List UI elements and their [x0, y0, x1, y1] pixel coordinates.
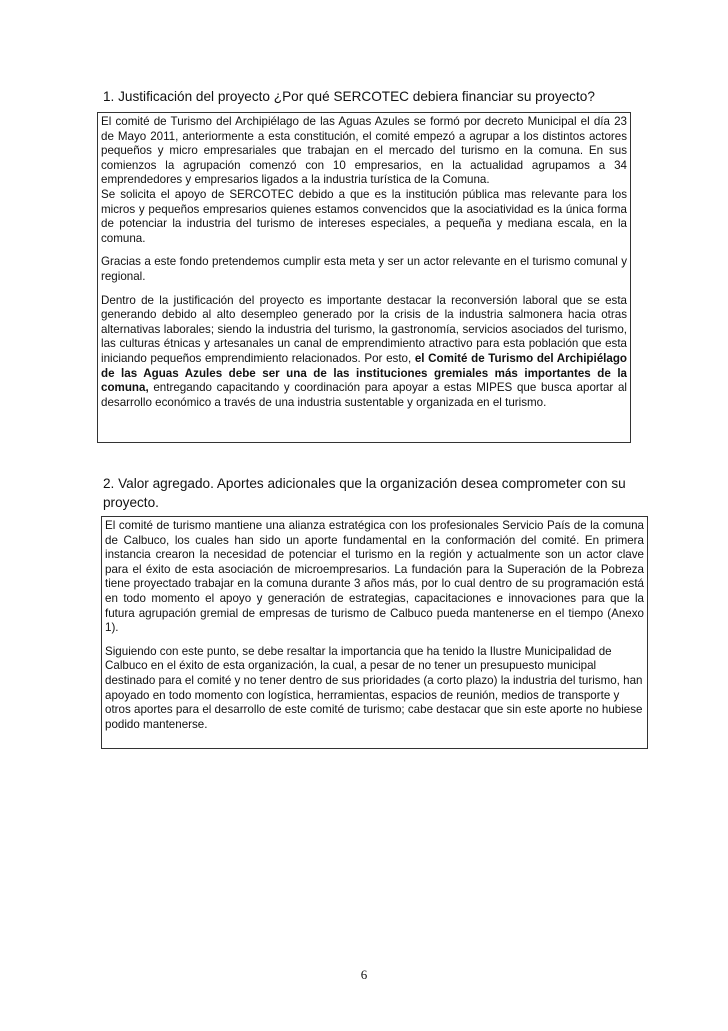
section-1-heading: 1. Justificación del proyecto ¿Por qué SERCOTEC debiera financiar su proyecto? [103, 89, 595, 104]
added-value-box [101, 516, 648, 749]
bold-statement: el Comité de Turismo del Archipiélago de las Aguas Azules debe ser una de las instituciones gremiales más importantes de la comuna, [101, 351, 628, 395]
paragraph-text-end: entregando capacitando y coordinación para apoyar a estas MIPES que busca aportar al desarrollo económico a través de una industria sustentable y organizada en el turismo. [101, 381, 627, 409]
justification-paragraph-4 [101, 294, 627, 411]
page-number: 6 [360, 967, 368, 982]
paragraph-text: Dentro de la justificación del proyecto es importante destacar la reconversión laboral que se esta generando debido al alto desempleo generado por la crisis de la industria salmonera hacia otras alternativas laborales; siendo la industria del turismo, la gastronomía, servicios asociados del turismo, las culturas étnicas y artesanales un canal de emprendimiento atractivo para esta población que esta iniciando pequeños emprendimiento relacionados. Por esto, [101, 293, 627, 365]
added-value-paragraph-2: Siguiendo con este punto, se debe resaltar la importancia que ha tenido la Ilustre Municipalidad de Calbuco en el éxito de esta organización, la cual, a pesar de no tener un presupuesto municipal destinado para el comité y no tener dentro de sus prioridades (a corto plazo) la industria del turismo, han apoyado en todo momento con logística, herramientas, espacios de reunión, medios de transporte y otros aportes para el desarrollo de este comité de turismo; cabe destacar que sin este aporte no hubiese podido mantenerse. [105, 644, 643, 731]
justification-paragraph-2: Se solicita el apoyo de SERCOTEC debido a que es la institución pública mas relevante para los micros y pequeños empresarios quienes estamos convencidos que la asociatividad es la única forma de potenciar la industria del turismo de intereses especiales, a pequeña y mediana escala, en la comuna. [101, 187, 627, 245]
section-2-heading: 2. Valor agregado. Aportes adicionales que la organización desea comprometer con su proyecto. [103, 476, 626, 510]
justification-paragraph-3: Gracias a este fondo pretendemos cumplir esta meta y ser un actor relevante en el turismo comunal y regional. [101, 255, 627, 283]
justification-paragraph-1: El comité de Turismo del Archipiélago de las Aguas Azules se formó por decreto Municipal el día 23 de Mayo 2011, anteriormente a esta constitución, el comité empezó a agrupar a los distintos actores pequeños y micro empresariales que trabajan en el mercado del turismo en la comuna. En sus comienzos la agrupación comenzó con 10 empresarios, en la actualidad agrupamos a 34 emprendedores y empresarios ligados a la industria turística de la Comuna. [101, 115, 627, 187]
added-value-paragraph-1: El comité de turismo mantiene una alianza estratégica con los profesionales Servicio País de la comuna de Calbuco, los cuales han sido un aporte fundamental en la conformación del comité. En primera instancia crearon la necesidad de potenciar el turismo en la región y actualmente son un actor clave para el éxito de esta asociación de microempresarios. La fundación para la Superación de la Pobreza tiene proyectado trabajar en la comuna durante 3 años más, por lo cual dentro de su programación está en todo momento el apoyo y generación de estrategias, capacitaciones e innovaciones para que la futura agrupación gremial de empresas de turismo de Calbuco pueda mantenerse en el tiempo (Anexo 1). [105, 519, 644, 635]
justification-box [97, 112, 631, 443]
